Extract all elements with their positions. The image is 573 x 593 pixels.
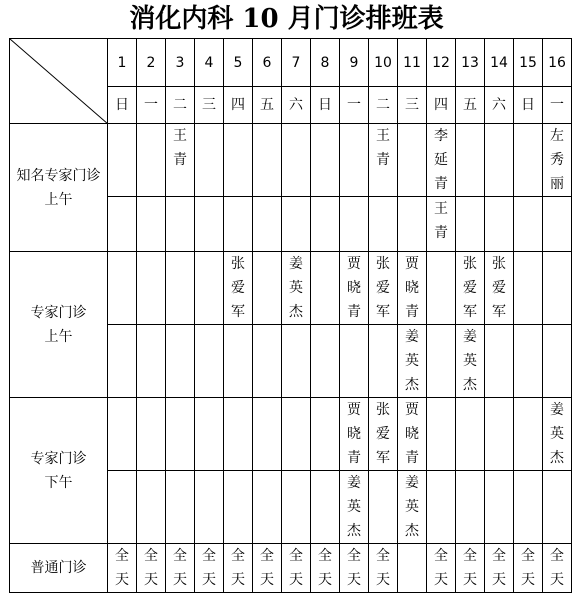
duty-cell bbox=[369, 471, 398, 544]
duty-cell bbox=[485, 124, 514, 197]
day-number: 5 bbox=[224, 39, 253, 87]
duty-cell bbox=[311, 398, 340, 471]
duty-cell bbox=[282, 544, 311, 593]
doctor-name: 姜英杰 bbox=[405, 475, 419, 539]
duty-cell bbox=[543, 124, 572, 197]
clinic-type-label-line: 上午 bbox=[44, 328, 73, 345]
doctor-name: 王青 bbox=[376, 128, 390, 168]
duty-cell bbox=[253, 124, 282, 197]
day-number: 11 bbox=[398, 39, 427, 87]
weekday: 六 bbox=[282, 87, 311, 124]
duty-cell bbox=[398, 252, 427, 325]
duty-cell bbox=[224, 197, 253, 252]
weekday: 日 bbox=[311, 87, 340, 124]
corner-cell bbox=[10, 39, 108, 124]
weekday: 一 bbox=[543, 87, 572, 124]
doctor-name: 全天 bbox=[115, 548, 129, 588]
doctor-name: 全天 bbox=[202, 548, 216, 588]
clinic-type-label-line: 知名专家门诊 bbox=[16, 167, 101, 184]
duty-cell bbox=[195, 471, 224, 544]
duty-cell bbox=[340, 544, 369, 593]
duty-cell bbox=[456, 197, 485, 252]
duty-cell bbox=[340, 325, 369, 398]
doctor-name: 全天 bbox=[173, 548, 187, 588]
duty-cell bbox=[311, 252, 340, 325]
duty-cell bbox=[108, 471, 137, 544]
day-number: 3 bbox=[166, 39, 195, 87]
duty-cell bbox=[253, 325, 282, 398]
doctor-name: 全天 bbox=[521, 548, 535, 588]
day-number: 6 bbox=[253, 39, 282, 87]
weekday: 四 bbox=[427, 87, 456, 124]
doctor-name: 姜英杰 bbox=[550, 402, 564, 466]
duty-cell bbox=[108, 398, 137, 471]
weekday: 五 bbox=[253, 87, 282, 124]
duty-cell bbox=[369, 124, 398, 197]
duty-cell bbox=[108, 197, 137, 252]
duty-cell bbox=[514, 252, 543, 325]
day-number: 7 bbox=[282, 39, 311, 87]
duty-cell bbox=[224, 471, 253, 544]
doctor-name: 左秀丽 bbox=[550, 128, 564, 192]
duty-cell bbox=[195, 398, 224, 471]
duty-cell bbox=[253, 544, 282, 593]
doctor-name: 全天 bbox=[347, 548, 361, 588]
duty-cell bbox=[456, 124, 485, 197]
duty-cell bbox=[369, 252, 398, 325]
duty-cell bbox=[427, 471, 456, 544]
clinic-type-label-line: 专家门诊 bbox=[30, 304, 87, 321]
duty-cell bbox=[311, 124, 340, 197]
duty-cell bbox=[311, 197, 340, 252]
duty-cell bbox=[456, 471, 485, 544]
duty-cell bbox=[282, 197, 311, 252]
day-number: 1 bbox=[108, 39, 137, 87]
duty-cell bbox=[485, 252, 514, 325]
duty-cell bbox=[195, 325, 224, 398]
duty-cell bbox=[398, 325, 427, 398]
duty-cell bbox=[253, 398, 282, 471]
duty-cell bbox=[543, 471, 572, 544]
doctor-name: 全天 bbox=[260, 548, 274, 588]
doctor-name: 全天 bbox=[376, 548, 390, 588]
duty-cell bbox=[543, 325, 572, 398]
duty-cell bbox=[137, 544, 166, 593]
duty-cell bbox=[224, 398, 253, 471]
duty-cell bbox=[543, 544, 572, 593]
duty-cell bbox=[166, 252, 195, 325]
doctor-name: 贾晓青 bbox=[405, 256, 419, 320]
duty-cell bbox=[137, 124, 166, 197]
doctor-name: 张爱军 bbox=[231, 256, 245, 320]
duty-cell bbox=[137, 398, 166, 471]
duty-cell bbox=[398, 124, 427, 197]
doctor-name: 全天 bbox=[463, 548, 477, 588]
clinic-type-label-line: 上午 bbox=[44, 191, 73, 208]
weekday: 三 bbox=[195, 87, 224, 124]
duty-cell bbox=[369, 325, 398, 398]
duty-cell bbox=[137, 471, 166, 544]
duty-cell bbox=[195, 544, 224, 593]
doctor-name: 张爱军 bbox=[376, 256, 390, 320]
duty-cell bbox=[456, 325, 485, 398]
duty-cell bbox=[427, 544, 456, 593]
duty-cell bbox=[137, 252, 166, 325]
diagonal-divider bbox=[10, 39, 108, 124]
doctor-name: 姜英杰 bbox=[463, 329, 477, 393]
weekday: 一 bbox=[340, 87, 369, 124]
day-number: 8 bbox=[311, 39, 340, 87]
duty-cell bbox=[514, 124, 543, 197]
duty-cell bbox=[543, 398, 572, 471]
duty-cell bbox=[485, 325, 514, 398]
day-number: 2 bbox=[137, 39, 166, 87]
duty-cell bbox=[137, 325, 166, 398]
doctor-name: 张爱军 bbox=[492, 256, 506, 320]
duty-cell bbox=[166, 325, 195, 398]
duty-cell bbox=[224, 325, 253, 398]
schedule-row bbox=[10, 544, 572, 593]
doctor-name: 全天 bbox=[550, 548, 564, 588]
duty-cell bbox=[369, 544, 398, 593]
duty-cell bbox=[543, 197, 572, 252]
day-number: 9 bbox=[340, 39, 369, 87]
duty-cell bbox=[369, 197, 398, 252]
duty-cell bbox=[340, 252, 369, 325]
duty-cell bbox=[340, 197, 369, 252]
duty-cell bbox=[369, 398, 398, 471]
weekday: 日 bbox=[108, 87, 137, 124]
duty-cell bbox=[543, 252, 572, 325]
duty-cell bbox=[282, 124, 311, 197]
schedule-table bbox=[9, 38, 572, 593]
duty-cell bbox=[166, 398, 195, 471]
duty-cell bbox=[253, 197, 282, 252]
schedule-row bbox=[10, 124, 572, 197]
duty-cell bbox=[195, 124, 224, 197]
doctor-name: 姜英杰 bbox=[347, 475, 361, 539]
duty-cell bbox=[108, 325, 137, 398]
weekday: 五 bbox=[456, 87, 485, 124]
page-title: 消化内科 10 月门诊排班表 bbox=[129, 4, 444, 34]
doctor-name: 王青 bbox=[173, 128, 187, 168]
weekday: 日 bbox=[514, 87, 543, 124]
duty-cell bbox=[282, 252, 311, 325]
duty-cell bbox=[311, 544, 340, 593]
duty-cell bbox=[514, 325, 543, 398]
duty-cell bbox=[253, 252, 282, 325]
duty-cell bbox=[398, 471, 427, 544]
doctor-name: 全天 bbox=[144, 548, 158, 588]
doctor-name: 全天 bbox=[318, 548, 332, 588]
weekday: 三 bbox=[398, 87, 427, 124]
duty-cell bbox=[253, 471, 282, 544]
duty-cell bbox=[514, 197, 543, 252]
doctor-name: 姜英杰 bbox=[405, 329, 419, 393]
doctor-name: 张爱军 bbox=[463, 256, 477, 320]
duty-cell bbox=[195, 252, 224, 325]
duty-cell bbox=[340, 124, 369, 197]
doctor-name: 贾晓青 bbox=[405, 402, 419, 466]
clinic-type-label bbox=[10, 398, 108, 544]
weekday: 一 bbox=[137, 87, 166, 124]
clinic-type-label-line: 下午 bbox=[44, 474, 73, 491]
schedule-row bbox=[10, 398, 572, 471]
clinic-type-label-line: 专家门诊 bbox=[30, 450, 87, 467]
duty-cell bbox=[340, 471, 369, 544]
duty-cell bbox=[166, 544, 195, 593]
duty-cell bbox=[485, 471, 514, 544]
day-number: 16 bbox=[543, 39, 572, 87]
duty-cell bbox=[166, 124, 195, 197]
duty-cell bbox=[398, 197, 427, 252]
doctor-name: 全天 bbox=[231, 548, 245, 588]
duty-cell bbox=[485, 544, 514, 593]
duty-cell bbox=[282, 398, 311, 471]
day-number: 14 bbox=[485, 39, 514, 87]
clinic-type-label bbox=[10, 544, 108, 593]
day-number: 12 bbox=[427, 39, 456, 87]
duty-cell bbox=[195, 197, 224, 252]
duty-cell bbox=[108, 252, 137, 325]
doctor-name: 张爱军 bbox=[376, 402, 390, 466]
duty-cell bbox=[456, 398, 485, 471]
duty-cell bbox=[427, 398, 456, 471]
doctor-name: 姜英杰 bbox=[289, 256, 303, 320]
day-number: 10 bbox=[369, 39, 398, 87]
doctor-name: 王青 bbox=[434, 201, 448, 241]
duty-cell bbox=[456, 252, 485, 325]
duty-cell bbox=[514, 471, 543, 544]
day-number: 15 bbox=[514, 39, 543, 87]
doctor-name: 贾晓青 bbox=[347, 402, 361, 466]
clinic-type-label-line: 普通门诊 bbox=[30, 560, 87, 576]
duty-cell bbox=[108, 124, 137, 197]
day-number: 13 bbox=[456, 39, 485, 87]
header-row-dates bbox=[10, 39, 572, 87]
clinic-type-label bbox=[10, 124, 108, 252]
duty-cell bbox=[282, 471, 311, 544]
duty-cell bbox=[282, 325, 311, 398]
duty-cell bbox=[427, 325, 456, 398]
duty-cell bbox=[108, 544, 137, 593]
duty-cell bbox=[340, 398, 369, 471]
duty-cell bbox=[485, 197, 514, 252]
duty-cell bbox=[514, 398, 543, 471]
duty-cell bbox=[224, 544, 253, 593]
day-number: 4 bbox=[195, 39, 224, 87]
duty-cell bbox=[224, 124, 253, 197]
doctor-name: 全天 bbox=[289, 548, 303, 588]
weekday: 六 bbox=[485, 87, 514, 124]
duty-cell bbox=[137, 197, 166, 252]
doctor-name: 李延青 bbox=[434, 128, 448, 192]
duty-cell bbox=[427, 197, 456, 252]
doctor-name: 贾晓青 bbox=[347, 256, 361, 320]
doctor-name: 全天 bbox=[492, 548, 506, 588]
duty-cell bbox=[166, 197, 195, 252]
duty-cell bbox=[485, 398, 514, 471]
duty-cell bbox=[427, 124, 456, 197]
duty-cell bbox=[166, 471, 195, 544]
duty-cell bbox=[398, 398, 427, 471]
weekday: 二 bbox=[369, 87, 398, 124]
doctor-name: 全天 bbox=[434, 548, 448, 588]
weekday: 二 bbox=[166, 87, 195, 124]
duty-cell bbox=[514, 544, 543, 593]
duty-cell bbox=[456, 544, 485, 593]
schedule-row bbox=[10, 252, 572, 325]
weekday: 四 bbox=[224, 87, 253, 124]
duty-cell bbox=[224, 252, 253, 325]
duty-cell bbox=[311, 471, 340, 544]
duty-cell bbox=[311, 325, 340, 398]
clinic-type-label bbox=[10, 252, 108, 398]
duty-cell bbox=[427, 252, 456, 325]
duty-cell bbox=[398, 544, 427, 593]
